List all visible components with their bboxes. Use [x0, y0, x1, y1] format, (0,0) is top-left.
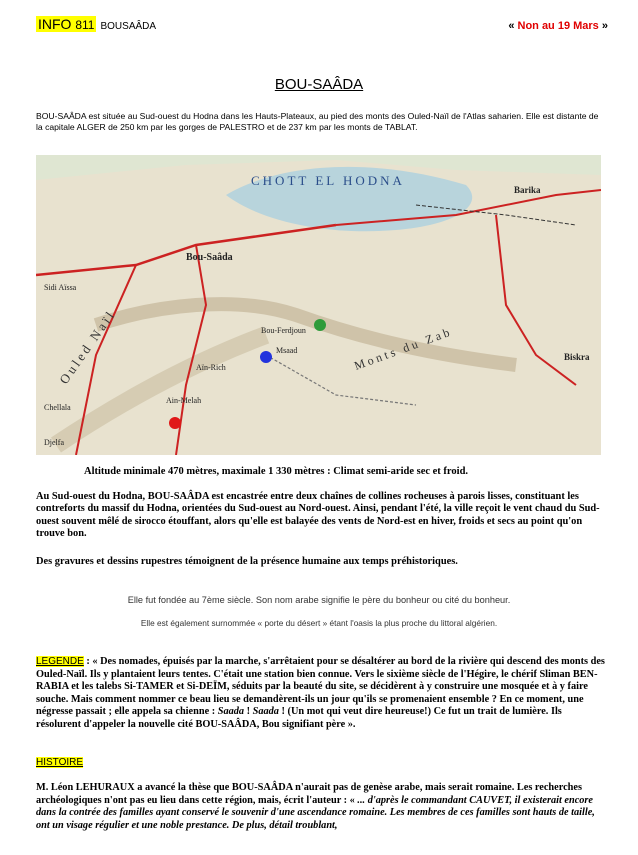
- histoire-heading: HISTOIRE: [36, 757, 84, 768]
- legende-text: !: [244, 706, 253, 718]
- map-label: Msaad: [276, 346, 298, 355]
- info-label: INFO: [38, 16, 72, 32]
- nickname-paragraph: Elle est également surnommée « porte du désert » étant l'oasis la plus proche du littoral algérien.: [140, 618, 498, 628]
- map-label: Bou-Ferdjoun: [261, 326, 306, 335]
- date-note-text: Non au 19 Mars: [517, 20, 599, 32]
- map-label: Ain-Melah: [166, 396, 202, 405]
- map-label: Aïn-Rich: [196, 363, 226, 372]
- legende-saada: Saada: [252, 706, 279, 718]
- histoire-quote: ... d'après le commandant CAUVET, il existerait encore dans la contrée des familles ayant conservé le souvenir d'une ascendance romaine. Les membres de ces familles sont hauts de taille, ont un visage régulier et une noble prestance. De plus, détail troublant,: [36, 794, 595, 831]
- map-label: Monts du Zab: [352, 324, 455, 373]
- info-badge: [36, 16, 96, 32]
- marker-red: [169, 417, 181, 429]
- founding-paragraph: Elle fut fondée au 7ème siècle. Son nom arabe signifie le père du bonheur ou cité du bonheur.: [127, 595, 511, 605]
- legende-heading: LEGENDE: [36, 656, 84, 667]
- quote-close: »: [601, 20, 608, 32]
- marker-blue: [260, 351, 272, 363]
- map-label: Barika: [514, 185, 541, 195]
- date-note: [508, 20, 608, 32]
- intro-paragraph: BOU-SAÂDA est située au Sud-ouest du Hodna dans les Hauts-Plateaux, au pied des monts des Ouled-Naïl de l'Atlas saharien. Elle est distante de la capitale ALGER de 250 km par les gorges de PALESTRO et de 237 km par les monts de TABLAT.: [36, 111, 599, 132]
- info-number: 811: [75, 18, 95, 32]
- legende-text: : « Des nomades, épuisés par la marche, s'arrêtaient pour se désaltérer au bord de la rivière qui descend des monts des Ouled-Naïl. Ils y plantaient leurs tentes. C'était une station bien connue. Vers le sixième siècle de l'Hégire, le chérif Sliman BEN-RABIA et les talebs Si-TAMER et Si-DEÏM, séduits par la beauté du site, se décidèrent à y construire une mosquée et à y faire souche. Mais comment nommer ce beau lieu se demandèrent-ils un jour qu'ils se promenaient ensemble ? En ce moment, une négresse passait ; elle appela sa chienne :: [36, 656, 605, 718]
- marker-green: [314, 319, 326, 331]
- map-label: Ouled Naïl: [56, 306, 119, 387]
- histoire-paragraph: [36, 782, 608, 832]
- map-label: CHOTT EL HODNA: [251, 173, 405, 188]
- map-label: Sidi Aïssa: [44, 283, 77, 292]
- map-label: Chellala: [44, 403, 71, 412]
- map-label: Djelfa: [44, 438, 64, 447]
- legende-saada: Saada: [217, 706, 245, 718]
- histoire-text: M. Léon LEHURAUX a avancé la thèse que BOU-SAÂDA n'aurait pas de genèse arabe, mais serait romaine. Les recherches archéologiques n'ont pas eu lieu dans cette région, mais, écrit l'auteur : «: [36, 782, 582, 806]
- prehistory-paragraph: Des gravures et dessins rupestres témoignent de la présence humaine aux temps préhistoriques.: [36, 556, 458, 567]
- page-title: BOU-SAÂDA: [274, 76, 364, 93]
- quote-open: «: [508, 20, 515, 32]
- histoire-heading-wrap: [36, 757, 83, 768]
- map-label: Biskra: [564, 352, 590, 362]
- header-left: [36, 16, 156, 32]
- geography-paragraph: Au Sud-ouest du Hodna, BOU-SAÂDA est encastrée entre deux chaînes de collines rocheuses à parois lisses, constituant les contreforts du massif du Hodna, orientées du Sud-ouest au Nord-ouest. Ainsi, pendant l'été, la ville reçoit le vent chaud du Sud-ouest souvent mêlé de sirocco étouffant, alors qu'elle est balayée des vents de Nord-est en hiver, froids et secs au point qu'on trouve bon.: [36, 491, 600, 540]
- header-place: BOUSAÂDA: [100, 21, 157, 32]
- legende-text: ! (Un mot qui veut dire heureuse!) Ce fut un trait de lumière. Ils résolurent d'appeler la nouvelle cité BOU-SAÂDA, Bou signifiant père ».: [36, 706, 562, 730]
- legende-paragraph: [36, 656, 608, 732]
- map-label: Bou-Saâda: [186, 252, 233, 263]
- altitude-line: Altitude minimale 470 mètres, maximale 1 330 mètres : Climat semi-aride sec et froid.: [84, 466, 469, 477]
- region-map: [36, 155, 601, 455]
